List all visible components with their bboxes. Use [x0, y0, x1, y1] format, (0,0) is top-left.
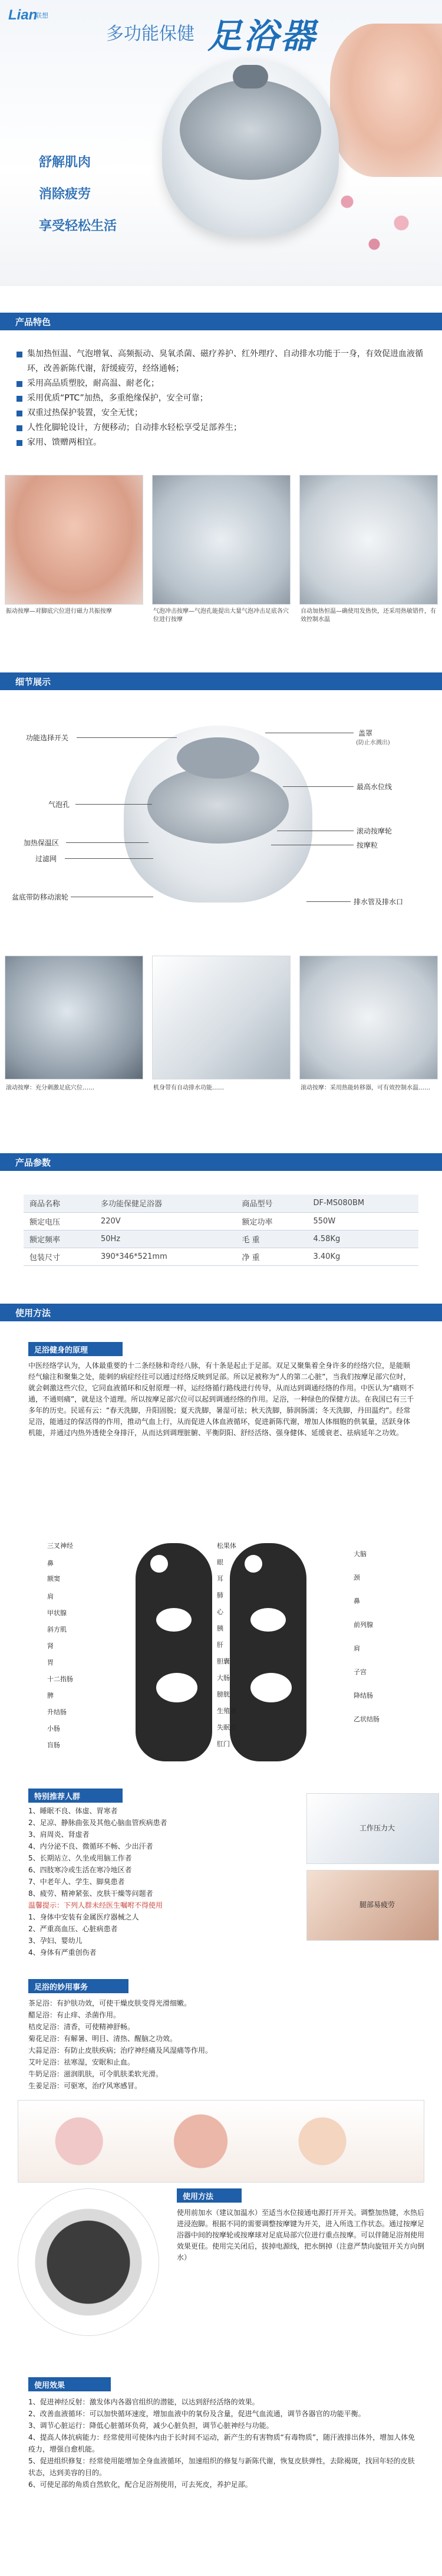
detail-photo-drain	[152, 956, 291, 1079]
bullet-icon	[17, 411, 22, 416]
reflex-label: 心	[217, 1608, 223, 1616]
hero-subtitle: 多功能保健	[106, 24, 194, 44]
reflex-label: 肩	[354, 1645, 360, 1652]
section-bar-usage	[0, 1304, 442, 1321]
feet-photo	[330, 24, 442, 177]
reflex-label: 膀胱	[217, 1691, 230, 1698]
reflex-label: 耳	[217, 1575, 223, 1583]
reflex-label: 肝	[217, 1641, 223, 1649]
list-item: 牛奶足浴：滋润肌肤，可令肌肤柔软光滑。	[28, 2070, 163, 2078]
recipes-list	[28, 1997, 417, 2092]
right-foot-map	[230, 1543, 306, 1761]
crowd-list	[28, 1805, 240, 1958]
footcare-text: 中医经络学认为，人体最重要的十二条经脉和奇经八脉，有十条是起止于足部。双足又聚集着全身许多的经络穴位，是能顺经气输注和聚集之处，能刺的病症经往可以通过经络反映到足部。所以足被称为“人的第二心脏”，当我们按摩足部穴位时，就会刺激这些穴位，它同血液循环和反射原理一样，运经络循行路线进行传导，从而达到调通经络的作用。中医认为“痛则不通，不通则痛”，就是这个道理。所以按摩足部穴位可以起到调通经络的作用。足浴，一种绿色的保健方法。在我国已有三千多年的历史。民谣有云：“春天洗脚，升阳固脱；夏天洗脚，暑湿可祛；秋天洗脚，肺润肠濡；冬天洗脚，丹田温灼”。经常足浴，能通过的保活得的作用，推动气血上行，从而促进人体血液循环，促进新陈代谢，增加人体细胞的供氧量，活跃身体机能，并通过内热外透使全身排汗，从而达到调理脏腑、平衡阴阳、舒经活络、强身健体、延缓衰老、祛病延年之功效。	[28, 1361, 414, 1437]
list-item: 6、可使足部的角质自然软化，配合足浴剂使用，可去死皮，养护足部。	[28, 2480, 252, 2489]
label-bubble: 气泡孔	[48, 800, 70, 809]
feature-caption-2: 气泡冲击按摩—气泡孔能提出大量气泡冲击足底各穴位进行按摩	[153, 608, 289, 623]
feature-photo-bubble	[152, 475, 291, 605]
list-item: 7、中老年人、学生、脚臭患者	[28, 1878, 125, 1886]
reflexology-chart	[24, 1537, 418, 1776]
label-lid-sub: (防止水溅出)	[356, 740, 390, 746]
massage-foot-photo	[18, 2188, 159, 2336]
bullet-icon	[17, 381, 22, 387]
leader-line	[66, 842, 149, 843]
reflex-label: 胃	[47, 1659, 54, 1666]
list-item: 1、睡眠不良、体虚、胃寒者	[28, 1807, 118, 1815]
label-bottom-drain: 盆底带防移动滚轮	[12, 893, 69, 901]
logo-cn: 联想	[35, 12, 48, 19]
reflex-label: 前列腺	[354, 1621, 373, 1629]
reflex-label: 鼻	[47, 1560, 54, 1567]
leader-line	[283, 786, 354, 787]
reflex-label: 肾	[47, 1642, 54, 1650]
label-roller: 滚动按摩轮	[357, 827, 392, 835]
foot-spa-basin	[180, 80, 321, 180]
warning-text: 温馨提示：下列人群未经医生嘱咐不得使用	[28, 1901, 163, 1909]
list-item: 3、调节心脏运行：降低心脏循环负荷，减少心脏负担，调节心脏神经与功能。	[28, 2421, 273, 2430]
reflex-label: 十二指肠	[47, 1675, 73, 1683]
feature-caption-3: 自动加热恒温—确使用发热快，还采用热敏错件，有效控制水温	[301, 608, 436, 623]
reflex-label: 子宫	[354, 1668, 367, 1676]
list-item: 菊花足浴：有解暑、明目、清热、醒脑之功效。	[28, 2034, 177, 2043]
reflex-label: 肛门	[217, 1740, 230, 1748]
feature-photo-heating	[299, 475, 438, 605]
reflex-label: 失眠点	[217, 1724, 236, 1731]
reflex-label: 颈	[354, 1574, 360, 1581]
list-item: 5、长期站立、久坐或用脑工作者	[28, 1854, 132, 1862]
list-item: 4、提高人体抗病能力：经常使用可使体内由于长时间不运动，新产生的有害物质“有毒物质”，随汗液排出体外，增加人体免疫力，增强自愈机能。	[28, 2433, 415, 2453]
bullet-icon	[17, 352, 22, 357]
reflex-label: 胰	[217, 1625, 223, 1632]
list-item: 2、改善血液循环：可以加快循环速度，增加血液中的氧份及含量，促进气血流通，调节各器官的功能平衡。	[28, 2410, 365, 2418]
feature-photo-vibration	[5, 475, 143, 605]
list-item: 4、身体有严重创伤者	[28, 1948, 97, 1957]
method-text: 使用前加水（建议加温水）至适当水位接通电源打开开关。调整加热键，水热后进浸泡脚。根据不同的需要调整按摩键为开关，进入所选工作状态。通过按摩足浴器中间的按摩轮或按摩球对足底局部穴位进行重点按摩。可以伴随足浴剂使用效果更佳。使用完关闭后，拔掉电源线，把水倒掉（注意严禁向旋钮开关方向倒水）	[177, 2209, 425, 2262]
list-item: 3、孕妇、婴幼儿	[28, 1937, 83, 1945]
detail-photo-roller	[5, 956, 143, 1079]
reflex-label: 松果体	[217, 1542, 236, 1550]
bullet-icon	[17, 425, 22, 431]
feature-caption-1: 振动按摩—对脚底穴位进行磁力共振按摩	[6, 608, 112, 615]
herbal-bowls-image	[18, 2100, 424, 2183]
reflex-label: 三叉神经	[47, 1542, 73, 1550]
leader-line	[65, 858, 153, 859]
section-title-usage: 使用方法	[15, 1308, 51, 1318]
section-title-params: 产品参数	[15, 1157, 51, 1168]
slogan-2: 消除疲劳	[39, 186, 91, 202]
list-item: 3、肩周炎、肾虚者	[28, 1830, 90, 1839]
reflex-label: 肺	[217, 1591, 223, 1599]
section-bar-features	[0, 313, 442, 330]
list-item: 大蒜足浴：有防止皮肤疾病；治疗神经痛及风湿痛等作用。	[28, 2046, 213, 2055]
table-row: 包装尺寸 390*346*521mm 净 重 3.40Kg	[24, 1248, 418, 1265]
leader-line	[75, 804, 152, 805]
feature-item: 人性化脚轮设计，方便移动；自动排水轻松享受足部养生；	[17, 421, 429, 435]
notes-heading: 使用效果	[28, 2377, 111, 2391]
control-panel-image	[233, 65, 268, 88]
label-lid: 盖罩	[358, 729, 373, 737]
leader-line	[77, 737, 177, 738]
section-bar-params	[0, 1153, 442, 1171]
notes-list	[28, 2396, 417, 2490]
logo-en: Lian	[8, 7, 38, 23]
hero-banner	[0, 0, 442, 286]
left-foot-map	[136, 1543, 212, 1761]
hero-title: 足浴器	[207, 16, 318, 56]
method-heading: 使用方法	[177, 2188, 242, 2203]
reflex-label: 鼻	[354, 1597, 360, 1605]
reflex-label: 甲状腺	[47, 1609, 67, 1617]
reflex-label: 小肠	[47, 1725, 60, 1732]
label-heat-ring: 加热保温区	[24, 839, 60, 847]
side-caption-2: 腿部易疲劳	[359, 1901, 395, 1909]
recipes-heading: 足浴的妙用事务	[28, 1979, 128, 1993]
detail-caption-2: 机身带有自动排水功能……	[153, 1085, 224, 1091]
brand-logo	[8, 7, 61, 31]
bullet-icon	[17, 396, 22, 402]
feature-item: 采用优质“PTC”加热，多重绝缘保护，安全可靠；	[17, 391, 429, 406]
detail-caption-1: 滚动按摩：充分刺激足底穴位……	[6, 1085, 94, 1091]
list-item: 2、足凉、静脉曲张及其他心脑血管疾病患者	[28, 1819, 167, 1827]
table-row: 额定频率 50Hz 毛 重 4.58Kg	[24, 1230, 418, 1248]
reflex-zone	[250, 1608, 286, 1632]
label-drain: 排水管及排水口	[354, 898, 404, 906]
detail-lid-image	[177, 737, 259, 779]
reflex-label: 大脑	[354, 1550, 367, 1558]
reflex-zone	[150, 1555, 168, 1573]
list-item: 4、内分泌不良、微循环不畅、少出汗者	[28, 1842, 153, 1850]
table-row: 商品名称 多功能保健足浴器 商品型号 DF-MS080BM	[24, 1195, 418, 1212]
reflex-label: 升结肠	[47, 1708, 67, 1716]
table-row: 额定电压 220V 额定功率 550W	[24, 1212, 418, 1230]
list-item: 生姜足浴：可驱寒，治疗风寒感冒。	[28, 2082, 142, 2090]
reflex-label: 乙状结肠	[354, 1715, 380, 1723]
list-item: 桔皮足浴：清香，可使精神舒畅。	[28, 2023, 135, 2031]
reflex-zone	[156, 1608, 192, 1632]
label-vibration: 按摩粒	[357, 841, 378, 849]
leader-line	[306, 901, 351, 902]
reflex-label: 额窦	[47, 1575, 60, 1583]
feature-list	[17, 347, 429, 450]
label-func-panel: 功能选择开关	[26, 734, 69, 742]
list-item: 醋足浴：有止痒、杀菌作用。	[28, 2011, 121, 2019]
list-item: 8、疲劳、精神紧张、皮肤干燥等问题者	[28, 1889, 153, 1898]
list-item: 1、身体中安装有金属医疗器械之人	[28, 1913, 139, 1921]
reflex-label: 斜方肌	[47, 1626, 67, 1633]
section-title-details: 细节展示	[15, 677, 51, 687]
spec-table	[24, 1195, 418, 1266]
feature-item: 采用高品质塑胶，耐高温、耐老化；	[17, 376, 429, 391]
side-caption-1: 工作压力大	[359, 1824, 395, 1832]
feature-item: 双重过热保护装置，安全无忧；	[17, 406, 429, 421]
list-item: 5、促进组织修复：经常使用能增加全身血液循环，加速组织的修复与新陈代谢，恢复皮肤弹性，去除褐斑，找回年轻的皮肤状态，达到美容的目的。	[28, 2457, 415, 2477]
list-item: 茶足浴：有护肤功效，可使干燥皮肤变得光滑细嫩。	[28, 1999, 192, 2007]
reflex-label: 肩	[47, 1593, 54, 1600]
slogan-3: 享受轻松生活	[39, 218, 117, 234]
list-item: 1、促进神经反射：激发体内各器官组织的潜能，以达到舒经活络的效果。	[28, 2398, 259, 2406]
section-bar-details	[0, 672, 442, 690]
reflex-zone	[250, 1673, 292, 1702]
reflex-label: 生殖器	[217, 1707, 236, 1715]
reflex-label: 大肠	[217, 1674, 230, 1682]
reflex-label: 降结肠	[354, 1692, 373, 1699]
label-filter: 过滤网	[35, 855, 57, 863]
detail-caption-3: 滚动按摩：采用热能转移器，可有效控制水温……	[301, 1085, 430, 1091]
feature-item: 家用、馈赠两相宜。	[17, 435, 429, 450]
reflex-label: 脾	[47, 1692, 54, 1699]
list-item: 6、四肢寒冷或生活在寒冷地区者	[28, 1866, 132, 1874]
reflex-zone	[156, 1673, 197, 1702]
crowd-heading: 特别推荐人群	[28, 1789, 123, 1803]
feature-item: 集加热恒温、气泡增氧、高频振动、臭氧杀菌、磁疗养护、红外理疗、自动排水功能于一身，有效促进血液循环，改善新陈代谢，舒缓疲劳，经络通畅；	[17, 347, 429, 376]
bullet-icon	[17, 440, 22, 446]
reflex-zone	[245, 1555, 262, 1573]
reflex-label: 盲肠	[47, 1741, 60, 1749]
reflex-label: 眼	[217, 1558, 223, 1566]
label-max-water: 最高水位线	[357, 783, 392, 791]
reflex-label: 胆囊	[217, 1658, 230, 1665]
section-title-features: 产品特色	[15, 317, 51, 327]
list-item: 艾叶足浴：祛寒湿，安眠和止血。	[28, 2058, 135, 2066]
list-item: 2、严重高血压、心脏病患者	[28, 1925, 118, 1933]
detail-photo-heat	[299, 956, 438, 1079]
footcare-heading: 足浴健身的原理	[28, 1342, 123, 1356]
slogan-1: 舒解肌肉	[39, 155, 91, 170]
